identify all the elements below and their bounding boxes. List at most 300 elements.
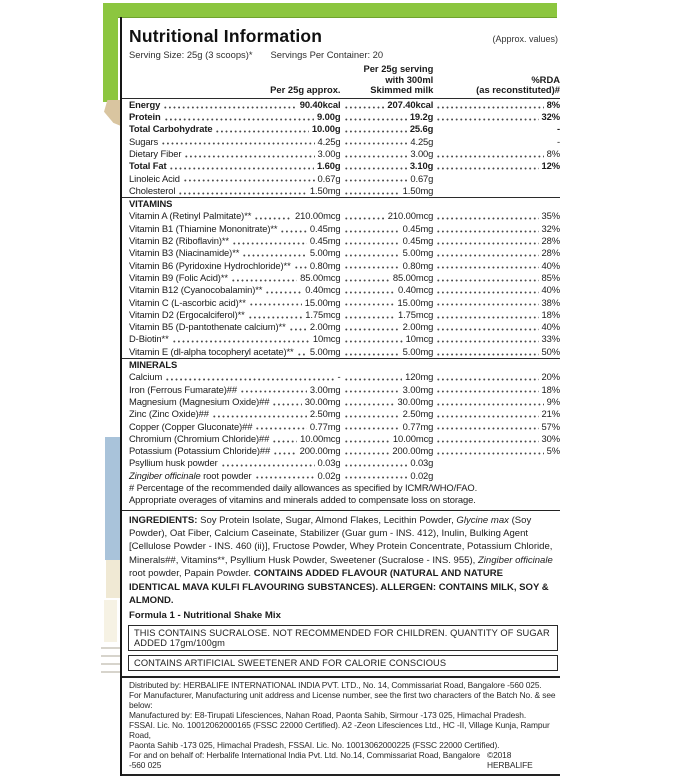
footer-line: Distributed by: HERBALIFE INTERNATIONAL INDIA PVT. LTD., No. 14, Commissariat Road, Bangalore -560 025. <box>129 680 542 691</box>
leader-dots <box>164 118 314 121</box>
cell-per-25g <box>129 247 341 259</box>
label-part: root powder <box>200 469 252 481</box>
cell-with-milk <box>341 309 434 321</box>
nutrient-row <box>122 457 560 469</box>
top-green-bar <box>103 3 557 18</box>
value-per-25g: 0.03g <box>317 457 341 469</box>
nutrient-row <box>122 123 560 135</box>
leader-dots <box>212 415 307 418</box>
ingredients-segment: CONTAINS ADDED FLAVOUR (NATURAL AND NATURE IDENTICAL MAVA KULFI FLAVOURING SUBSTANCES). ALLERGEN: CONTAINS MILK, SOY & ALMOND. <box>129 568 549 607</box>
value-per-25g: 2.50mg <box>309 408 341 420</box>
cell-rda <box>433 247 560 259</box>
rda-value: 12% <box>541 160 560 172</box>
cell-with-milk <box>341 111 434 123</box>
value-per-25g: 0.80mg <box>309 259 341 271</box>
cell-with-milk <box>341 247 434 259</box>
nutrient-row <box>122 346 560 358</box>
ingredients-segment: INGREDIENTS: <box>129 514 201 526</box>
value-per-25g: 10.00mcg <box>300 432 341 444</box>
value-per-25g: 3.00g <box>317 147 341 159</box>
value-with-milk: 200.00mg <box>392 445 434 457</box>
leader-dots <box>249 303 302 306</box>
leader-dots <box>231 279 297 282</box>
leader-dots <box>344 254 400 257</box>
leader-dots <box>436 316 538 319</box>
nutrient-label: Iron (Ferrous Fumarate)## <box>129 383 237 395</box>
value-per-25g: 5.00mg <box>309 247 341 259</box>
leader-dots <box>221 464 315 467</box>
leader-dots <box>163 106 297 109</box>
value-with-milk: 0.45mg <box>402 222 434 234</box>
nutrient-label: Vitamin B12 (Cyanocobalamin)** <box>129 284 263 296</box>
section-header: MINERALS <box>122 358 560 371</box>
package-edge-line <box>101 663 120 665</box>
footer-line: FSSAI. Lic. No. 10012062000165 (FSSC 22000 Certified). A2 -Zeon Lifesciences Ltd., HC -II, Village Kunja, Rampur Road, <box>129 720 550 740</box>
cell-rda <box>433 185 560 197</box>
servings-per-container: Servings Per Container: 20 <box>270 49 384 60</box>
nutrient-row <box>122 309 560 321</box>
title-row <box>122 17 560 47</box>
leader-dots <box>436 403 543 406</box>
leader-dots <box>436 415 538 418</box>
cell-rda <box>433 309 560 321</box>
value-per-25g: 5.00mg <box>309 345 341 357</box>
value-per-25g: 30.00mg <box>304 395 341 407</box>
nutrient-label: Total Fat <box>129 160 167 172</box>
table-footnote: Appropriate overages of vitamins and minerals added to compensate loss on storage. <box>129 494 476 506</box>
value-per-25g: 0.45mg <box>309 235 341 247</box>
value-per-25g: 1.60g <box>317 160 341 172</box>
cell-with-milk <box>341 260 434 272</box>
cell-per-25g <box>129 272 341 284</box>
value-per-25g: 210.00mcg <box>295 210 341 222</box>
col-header-line: (as reconstituted)# <box>476 84 560 96</box>
cell-with-milk <box>341 210 434 222</box>
col-header-line: Skimmed milk <box>370 84 434 96</box>
leader-dots <box>344 303 395 306</box>
rda-value: 38% <box>541 296 560 308</box>
cell-with-milk <box>341 384 434 396</box>
nutrient-label: Linoleic Acid <box>129 172 180 184</box>
leader-dots <box>172 340 310 343</box>
leader-dots <box>297 353 307 356</box>
value-with-milk: 0.02g <box>410 469 434 481</box>
leader-dots <box>294 266 307 269</box>
cell-per-25g <box>129 433 341 445</box>
footer-line: For Manufacturer, Manufacturing unit address and License number, see the first two characters of the Batch No. & see below: <box>129 690 556 711</box>
footer-line: Paonta Sahib -173 025, Himachal Pradesh, FSSAI. Lic. No. 10013062000225 (FSSC 22000 Certified). <box>129 739 500 750</box>
value-with-milk: 1.50mg <box>402 184 434 196</box>
nutrient-row <box>122 421 560 433</box>
footer-line: Manufactured by: E8-Tirupati Lifesciences, Nahan Road, Paonta Sahib, Sirmour -173 025, Himachal Pradesh. <box>129 710 527 721</box>
value-per-25g: - <box>337 371 341 383</box>
leader-dots <box>436 217 538 220</box>
cell-rda <box>433 421 560 433</box>
nutrient-row <box>122 333 560 345</box>
nutrient-label: Vitamin A (Retinyl Palmitate)** <box>129 210 252 222</box>
ingredients-segment: Zingiber officinale <box>477 554 553 566</box>
value-per-25g: 10.00g <box>311 123 341 135</box>
nutrient-row <box>122 396 560 408</box>
col-header-line: %RDA <box>531 73 560 85</box>
leader-dots <box>436 328 538 331</box>
cell-per-25g <box>129 445 341 457</box>
nutrient-row <box>122 470 560 482</box>
ingredients-segment: Soy Protein Isolate, Sugar, Almond Flakes, Lecithin Powder, <box>200 514 457 526</box>
leader-dots <box>436 353 538 356</box>
cell-with-milk <box>341 371 434 383</box>
leader-dots <box>184 155 314 158</box>
cell-per-25g <box>129 148 341 160</box>
leader-dots <box>273 452 296 455</box>
cell-rda <box>433 371 560 383</box>
nutrient-row <box>122 272 560 284</box>
value-per-25g: 1.50mg <box>309 184 341 196</box>
cell-per-25g <box>129 457 341 469</box>
leader-dots <box>183 179 315 182</box>
leader-dots <box>344 452 390 455</box>
value-with-milk: 10.00mcg <box>392 432 434 444</box>
nutrient-label: Vitamin D2 (Ergocalciferol)** <box>129 308 245 320</box>
serving-info <box>122 47 560 60</box>
value-per-25g: 9.00g <box>317 111 341 123</box>
value-with-milk: 0.80mg <box>402 259 434 271</box>
leader-dots <box>280 230 306 233</box>
cell-per-25g <box>129 99 341 111</box>
ingredients-segment: (Soy Powder), Oat Fiber, Calcium Caseinate, Stabilizer (Guar gum - INS. 412), Inulin, Bulking Agent [Cellulose Powder - INS. 460 (ii)], Fructose Powder, Whey Protein Concentrate, Potassium Chloride, Minerals##, Vitamins**, Psyllium Husk Powder, Sweetener (Sucralose - INS. 955), <box>129 514 553 566</box>
value-per-25g: 10mcg <box>312 333 341 345</box>
package-edge-line <box>101 647 120 649</box>
approx-values-note: (Approx. values) <box>492 34 558 44</box>
leader-dots <box>240 390 307 393</box>
rda-value: 9% <box>546 395 560 407</box>
col-header-line: Per 25g serving <box>363 63 434 74</box>
cell-per-25g <box>129 235 341 247</box>
nutrient-row <box>122 260 560 272</box>
rda-value: 18% <box>541 308 560 320</box>
value-per-25g: 4.25g <box>317 135 341 147</box>
cell-with-milk <box>341 396 434 408</box>
leader-dots <box>265 291 302 294</box>
leader-dots <box>289 328 307 331</box>
nutrient-label: Sugars <box>129 135 159 147</box>
serving-size: Serving Size: 25g (3 scoops)* <box>129 49 253 60</box>
value-with-milk: 85.00mcg <box>392 271 434 283</box>
leader-dots <box>344 353 400 356</box>
cell-with-milk <box>341 136 434 148</box>
nutrient-row <box>122 235 560 247</box>
value-per-25g: 0.02g <box>317 469 341 481</box>
leader-dots <box>436 106 543 109</box>
cell-rda <box>433 123 560 135</box>
value-with-milk: 0.03g <box>410 457 434 469</box>
package-edge-line <box>101 671 120 673</box>
value-per-25g: 1.75mcg <box>305 308 341 320</box>
value-with-milk: 120mg <box>405 371 434 383</box>
nutrient-label: Vitamin B9 (Folic Acid)** <box>129 271 228 283</box>
cell-per-25g <box>129 384 341 396</box>
cell-rda <box>433 160 560 172</box>
cell-rda <box>433 272 560 284</box>
cell-rda <box>433 111 560 123</box>
cell-rda <box>433 136 560 148</box>
nutrient-label: Psyllium husk powder <box>129 457 218 469</box>
leader-dots <box>272 440 297 443</box>
leader-dots <box>436 303 538 306</box>
value-with-milk: 2.50mg <box>402 408 434 420</box>
label-content <box>120 17 560 776</box>
package-edge-strip-cream <box>106 560 121 598</box>
rda-value: 5% <box>546 445 560 457</box>
cell-rda <box>433 445 560 457</box>
cell-per-25g <box>129 123 341 135</box>
rda-value: 32% <box>541 111 560 123</box>
value-with-milk: 3.10g <box>409 160 434 172</box>
notice-boxes <box>122 625 560 671</box>
cell-with-milk <box>341 148 434 160</box>
footer-legal <box>122 676 560 775</box>
leader-dots <box>436 155 543 158</box>
cell-per-25g <box>129 346 341 358</box>
nutrient-row <box>122 210 560 222</box>
value-per-25g: 15.00mg <box>304 296 341 308</box>
cell-per-25g <box>129 136 341 148</box>
leader-dots <box>344 230 400 233</box>
cell-rda <box>433 148 560 160</box>
cell-with-milk <box>341 272 434 284</box>
value-with-milk: 30.00mg <box>397 395 434 407</box>
value-per-25g: 0.45mg <box>309 222 341 234</box>
cell-rda <box>433 346 560 358</box>
section-header: VITAMINS <box>122 197 560 210</box>
package-edge-line <box>101 655 120 657</box>
nutrient-label: Protein <box>129 111 161 123</box>
cell-rda <box>433 223 560 235</box>
nutrient-label: Vitamin B1 (Thiamine Mononitrate)** <box>129 222 278 234</box>
cell-per-25g <box>129 160 341 172</box>
package-edge-wedge-tan <box>104 100 121 126</box>
value-with-milk: 5.00mg <box>402 345 434 357</box>
leader-dots <box>344 390 400 393</box>
nutrient-label: Cholesterol <box>129 184 176 196</box>
leader-dots <box>344 155 408 158</box>
value-with-milk: 1.75mcg <box>398 308 434 320</box>
leader-dots <box>248 316 303 319</box>
cell-per-25g <box>129 309 341 321</box>
col-header-per-25g: Per 25g approx. <box>270 84 341 96</box>
rda-value: 20% <box>541 371 560 383</box>
leader-dots <box>436 266 538 269</box>
nutrient-label: D-Biotin** <box>129 333 169 345</box>
cell-with-milk <box>341 223 434 235</box>
leader-dots <box>436 390 538 393</box>
cell-with-milk <box>341 160 434 172</box>
nutrient-label: Magnesium (Magnesium Oxide)## <box>129 395 270 407</box>
cell-with-milk <box>341 457 434 469</box>
nutrient-label: Vitamin B6 (Pyridoxine Hydrochloride)** <box>129 259 291 271</box>
nutrient-label: Vitamin B2 (Riboflavin)** <box>129 235 229 247</box>
rda-value: - <box>556 135 560 147</box>
leader-dots <box>161 142 314 145</box>
nutrient-label: Zinc (Zinc Oxide)## <box>129 408 209 420</box>
nutrient-row <box>122 99 560 111</box>
cell-rda <box>433 321 560 333</box>
nutrient-row <box>122 173 560 185</box>
cell-with-milk <box>341 284 434 296</box>
cell-per-25g <box>129 333 341 345</box>
rda-value: 85% <box>541 271 560 283</box>
nutrient-label: Total Carbohydrate <box>129 123 213 135</box>
cell-per-25g <box>129 470 341 482</box>
label-part: Zingiber officinale <box>129 469 201 481</box>
value-per-25g: 3.00mg <box>309 383 341 395</box>
value-per-25g: 0.77mg <box>309 420 341 432</box>
cell-with-milk <box>341 433 434 445</box>
package-edge-strip-pale <box>104 600 117 642</box>
rda-value: 8% <box>546 147 560 159</box>
leader-dots <box>344 427 400 430</box>
nutrient-row <box>122 185 560 197</box>
nutrient-row <box>122 223 560 235</box>
rda-value: 21% <box>541 408 560 420</box>
rda-value: 28% <box>541 235 560 247</box>
rda-value: - <box>556 123 560 135</box>
leader-dots <box>232 242 307 245</box>
cell-with-milk <box>341 470 434 482</box>
cell-with-milk <box>341 333 434 345</box>
footer-last-line <box>129 751 558 771</box>
leader-dots <box>242 254 307 257</box>
leader-dots <box>436 427 538 430</box>
nutrition-table <box>122 99 560 507</box>
leader-dots <box>344 142 408 145</box>
leader-dots <box>344 118 407 121</box>
ingredients-segment: root powder, Papain Powder. <box>129 568 254 580</box>
cell-rda <box>433 235 560 247</box>
cell-with-milk <box>341 235 434 247</box>
table-footnote: # Percentage of the recommended daily allowances as specified by ICMR/WHO/FAO. <box>129 481 478 493</box>
cell-per-25g <box>129 408 341 420</box>
nutrient-label: Copper (Copper Gluconate)## <box>129 420 253 432</box>
cell-rda <box>433 284 560 296</box>
nutrient-label: Energy <box>129 98 161 110</box>
nutrient-row <box>122 284 560 296</box>
cell-per-25g <box>129 185 341 197</box>
cell-per-25g <box>129 260 341 272</box>
cell-rda <box>433 173 560 185</box>
leader-dots <box>254 217 292 220</box>
cell-rda <box>433 333 560 345</box>
footer-line-text: For and on behalf of: Herbalife International India Pvt. Ltd. No.14, Commissariat Road, Bangalore -560 025 <box>129 749 481 770</box>
value-with-milk: 4.25g <box>410 135 434 147</box>
rda-value: 35% <box>541 210 560 222</box>
leader-dots <box>344 130 407 133</box>
leader-dots <box>344 167 407 170</box>
nutrient-label: Vitamin C (L-ascorbic acid)** <box>129 296 246 308</box>
value-with-milk: 25.6g <box>409 123 434 135</box>
value-per-25g: 90.40kcal <box>299 98 341 110</box>
rda-value: 8% <box>546 98 560 110</box>
leader-dots <box>436 440 538 443</box>
leader-dots <box>344 378 403 381</box>
nutrient-label: Vitamin E (dl-alpha tocopheryl acetate)** <box>129 345 294 357</box>
rda-value: 28% <box>541 247 560 259</box>
value-with-milk: 19.2g <box>409 111 434 123</box>
nutrient-row <box>122 148 560 160</box>
leader-dots <box>344 415 400 418</box>
nutrient-label: Vitamin B3 (Niacinamide)** <box>129 247 240 259</box>
cell-with-milk <box>341 445 434 457</box>
leader-dots <box>169 167 314 170</box>
rda-value: 30% <box>541 432 560 444</box>
package-edge-strip-green <box>103 3 118 102</box>
leader-dots <box>215 130 308 133</box>
leader-dots <box>344 440 390 443</box>
leader-dots <box>344 242 400 245</box>
leader-dots <box>344 266 400 269</box>
cell-with-milk <box>341 123 434 135</box>
value-with-milk: 2.00mg <box>402 321 434 333</box>
leader-dots <box>436 340 538 343</box>
leader-dots <box>344 316 396 319</box>
rda-value: 33% <box>541 333 560 345</box>
cell-rda <box>433 384 560 396</box>
leader-dots <box>344 279 390 282</box>
value-with-milk: 0.45mg <box>402 235 434 247</box>
nutrient-label: Potassium (Potassium Chloride)## <box>129 445 271 457</box>
nutrient-label <box>129 470 252 482</box>
value-per-25g: 200.00mg <box>299 445 341 457</box>
rda-value: 40% <box>541 321 560 333</box>
page-title: Nutritional Information <box>129 26 323 46</box>
cell-per-25g <box>129 284 341 296</box>
cell-rda <box>433 297 560 309</box>
cell-per-25g <box>129 111 341 123</box>
nutrient-row <box>122 136 560 148</box>
nutrient-row <box>122 445 560 457</box>
leader-dots <box>344 464 408 467</box>
cell-with-milk <box>341 321 434 333</box>
leader-dots <box>436 118 538 121</box>
nutrient-row <box>122 384 560 396</box>
nutrient-row <box>122 433 560 445</box>
nutrient-row <box>122 408 560 420</box>
copyright-text: ©2018 HERBALIFE <box>487 749 533 770</box>
leader-dots <box>344 217 385 220</box>
leader-dots <box>436 291 538 294</box>
cell-rda <box>433 470 560 482</box>
value-with-milk: 210.00mcg <box>387 210 434 222</box>
nutrient-label: Dietary Fiber <box>129 147 182 159</box>
cell-with-milk <box>341 421 434 433</box>
value-with-milk: 3.00mg <box>402 383 434 395</box>
cell-with-milk <box>341 408 434 420</box>
leader-dots <box>344 403 395 406</box>
cell-rda <box>433 457 560 469</box>
cell-per-25g <box>129 223 341 235</box>
col-header-with-milk <box>341 64 434 96</box>
value-per-25g: 2.00mg <box>309 321 341 333</box>
leader-dots <box>436 254 538 257</box>
leader-dots <box>272 403 301 406</box>
cell-with-milk <box>341 173 434 185</box>
leader-dots <box>178 192 307 195</box>
value-with-milk: 5.00mg <box>402 247 434 259</box>
value-per-25g: 0.67g <box>317 172 341 184</box>
nutrient-row <box>122 247 560 259</box>
leader-dots <box>344 476 408 479</box>
leader-dots <box>436 230 538 233</box>
